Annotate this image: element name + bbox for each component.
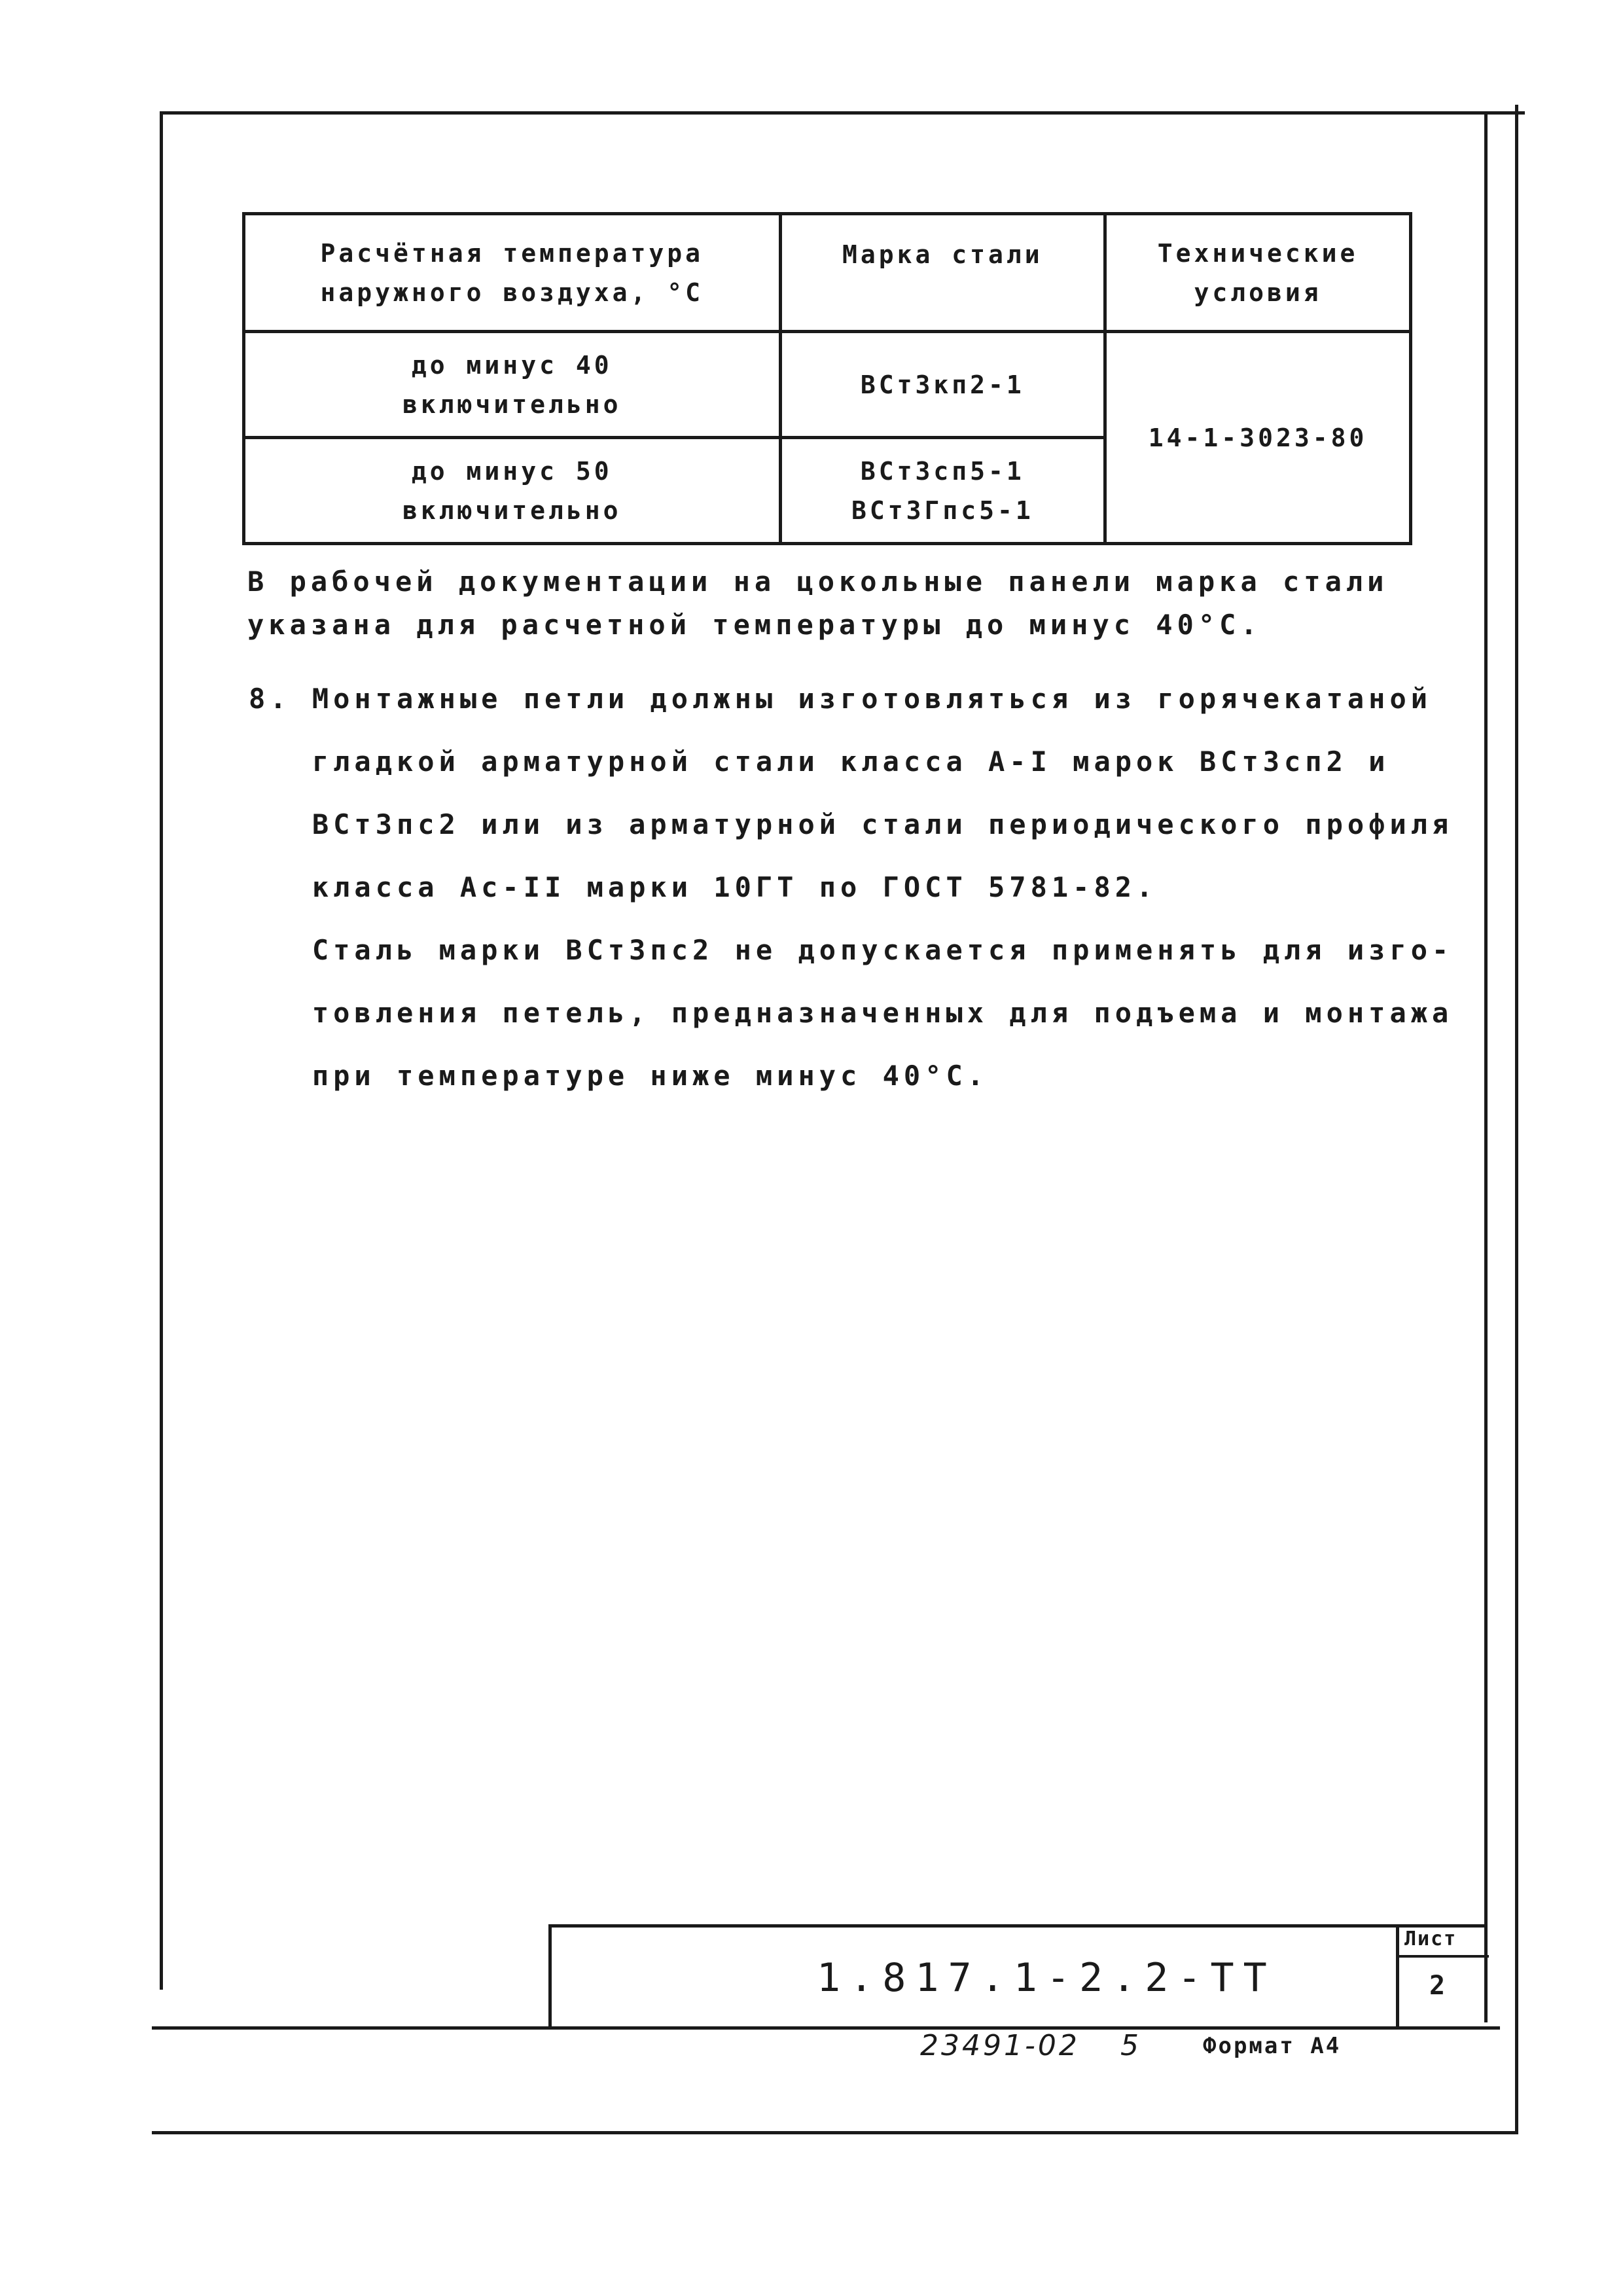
para-line: товления петель, предназначенных для подъема и монтажа xyxy=(249,997,1454,1029)
para-line: Сталь марки ВСт3пс2 не допускается применять для изго- xyxy=(249,934,1454,966)
paper-format: Формат А4 xyxy=(1203,2033,1342,2059)
copy-number: 5 xyxy=(1120,2029,1139,2062)
row-steel-grade: ВСт3сп5-1 ВСт3Гпс5-1 xyxy=(780,438,1105,544)
sheet-divider xyxy=(1399,1955,1489,1958)
table-header-row xyxy=(244,214,1411,332)
header-temperature: Расчётная температура наружного воздуха, °С xyxy=(244,214,781,332)
frame-outer-bottom-border xyxy=(152,2131,1518,2134)
note-line: В рабочей документации на цокольные панели марка стали xyxy=(247,565,1389,598)
note-line: указана для расчетной температуры до минус 40°С. xyxy=(247,609,1262,641)
header-technical-conditions: Технические условия xyxy=(1105,214,1411,332)
table-note xyxy=(247,560,1388,647)
table-row xyxy=(244,332,1411,438)
row-steel-grade: ВСт3кп2-1 xyxy=(780,332,1105,438)
steel-grade-table xyxy=(242,212,1412,545)
sheet-cell xyxy=(1396,1924,1486,2029)
para-line: при температуре ниже минус 40°С. xyxy=(249,1060,989,1092)
row-temperature: до минус 50 включительно xyxy=(244,438,781,544)
frame-outer-right-border xyxy=(1515,105,1518,2134)
frame-top-border xyxy=(160,111,1525,115)
document-code: 1.817.1-2.2-ТТ xyxy=(817,1955,1276,2001)
sheet-label: Лист xyxy=(1404,1928,1457,1950)
title-block xyxy=(548,1924,1486,2029)
header-steel-grade: Марка стали xyxy=(780,214,1105,332)
para-line: класса Ас-II марки 10ГТ по ГОСТ 5781-82. xyxy=(249,871,1158,903)
para-line: 8. Монтажные петли должны изготовляться из горячекатаной xyxy=(249,683,1433,715)
para-line: ВСт3пс2 или из арматурной стали периодического профиля xyxy=(249,808,1454,840)
technical-conditions-value: 14-1-3023-80 xyxy=(1105,332,1411,544)
frame-left-border xyxy=(160,111,163,1990)
frame-right-border xyxy=(1484,111,1488,2022)
inventory-number: 23491-02 xyxy=(920,2029,1080,2062)
para-line: гладкой арматурной стали класса А-I марок ВСт3сп2 и xyxy=(249,745,1390,778)
item-8-paragraph xyxy=(249,668,1453,1107)
row-temperature: до минус 40 включительно xyxy=(244,332,781,438)
sheet-number: 2 xyxy=(1429,1971,1446,2001)
